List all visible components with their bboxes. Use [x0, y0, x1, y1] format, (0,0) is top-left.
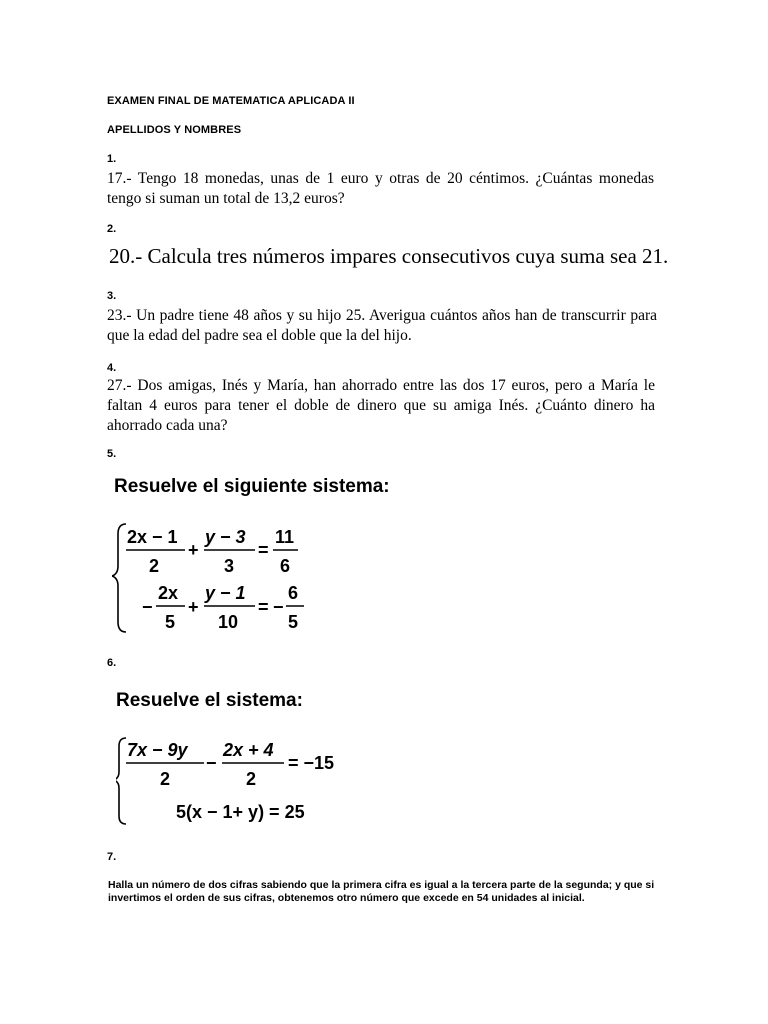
equation-rhs: = −15 [288, 753, 335, 773]
minus-sign: − [142, 597, 153, 617]
brace-icon [116, 738, 126, 824]
fraction-numerator: 7x − 9y [127, 740, 188, 760]
question-number: 2. [107, 223, 117, 235]
brace-icon [112, 524, 126, 632]
question-line: que la edad del padre sea el doble que la del hijo. [107, 327, 412, 344]
question-number: 3. [107, 290, 117, 302]
question-number: 7. [107, 851, 117, 863]
fraction-denominator: 5 [288, 612, 299, 632]
question-number: 4. [107, 362, 117, 374]
question-text [107, 376, 655, 436]
fraction-denominator: 10 [218, 612, 239, 632]
equals-sign: = [258, 597, 269, 617]
fraction-denominator: 5 [165, 612, 176, 632]
question-text [107, 306, 657, 346]
fraction-denominator: 2 [160, 769, 171, 789]
question-text [107, 169, 654, 209]
question-number: 1. [107, 153, 117, 165]
fraction-numerator: 2x + 4 [223, 740, 274, 760]
question-line: 23.- Un padre tiene 48 años y su hijo 25. Averigua cuántos años han de transcurrir para [107, 307, 657, 324]
fraction-numerator: y − 1 [205, 583, 246, 603]
question-line: Halla un número de dos cifras sabiendo que la primera cifra es igual a la tercera parte de la segunda; y que si [108, 879, 655, 891]
fraction-numerator: y − 3 [205, 527, 246, 547]
fraction-denominator: 2 [149, 556, 160, 576]
fraction-numerator: 2x − 1 [127, 527, 178, 547]
question-text: 20.- Calcula tres números impares consecutivos cuya suma sea 21. [109, 244, 669, 268]
question-line: 27.- Dos amigas, Inés y María, han ahorrado entre las dos 17 euros, pero a María le [107, 377, 655, 394]
minus-sign: − [206, 753, 217, 773]
question-heading: Resuelve el siguiente sistema: [114, 476, 390, 497]
plus-sign: + [188, 597, 199, 617]
question-heading: Resuelve el sistema: [116, 690, 303, 711]
question-line: 17.- Tengo 18 monedas, unas de 1 euro y otras de 20 céntimos. ¿Cuántas monedas [107, 170, 654, 187]
question-line: ahorrado cada una? [107, 417, 228, 434]
minus-sign: − [273, 597, 284, 617]
fraction-denominator: 2 [246, 769, 257, 789]
name-label: APELLIDOS Y NOMBRES [107, 124, 242, 136]
fraction-denominator: 6 [280, 556, 291, 576]
equation-system-5 [112, 518, 332, 638]
question-number: 6. [107, 657, 117, 669]
equation-line: 5(x − 1+ y) = 25 [176, 802, 305, 822]
fraction-numerator: 2x [158, 583, 179, 603]
plus-sign: + [188, 540, 199, 560]
question-line: invertimos el orden de sus cifras, obtenemos otro número que excede en 54 unidades al inicial. [108, 892, 585, 904]
question-line: tengo si suman un total de 13,2 euros? [107, 190, 345, 207]
exam-title: EXAMEN FINAL DE MATEMATICA APLICADA II [107, 95, 355, 107]
question-number: 5. [107, 448, 117, 460]
fraction-numerator: 6 [288, 583, 299, 603]
fraction-numerator: 11 [275, 527, 295, 547]
question-text [108, 879, 654, 905]
equation-system-6 [116, 734, 356, 829]
question-line: faltan 4 euros para tener el doble de dinero que su amiga Inés. ¿Cuánto dinero ha [107, 397, 655, 414]
fraction-denominator: 3 [224, 556, 235, 576]
equals-sign: = [258, 540, 269, 560]
